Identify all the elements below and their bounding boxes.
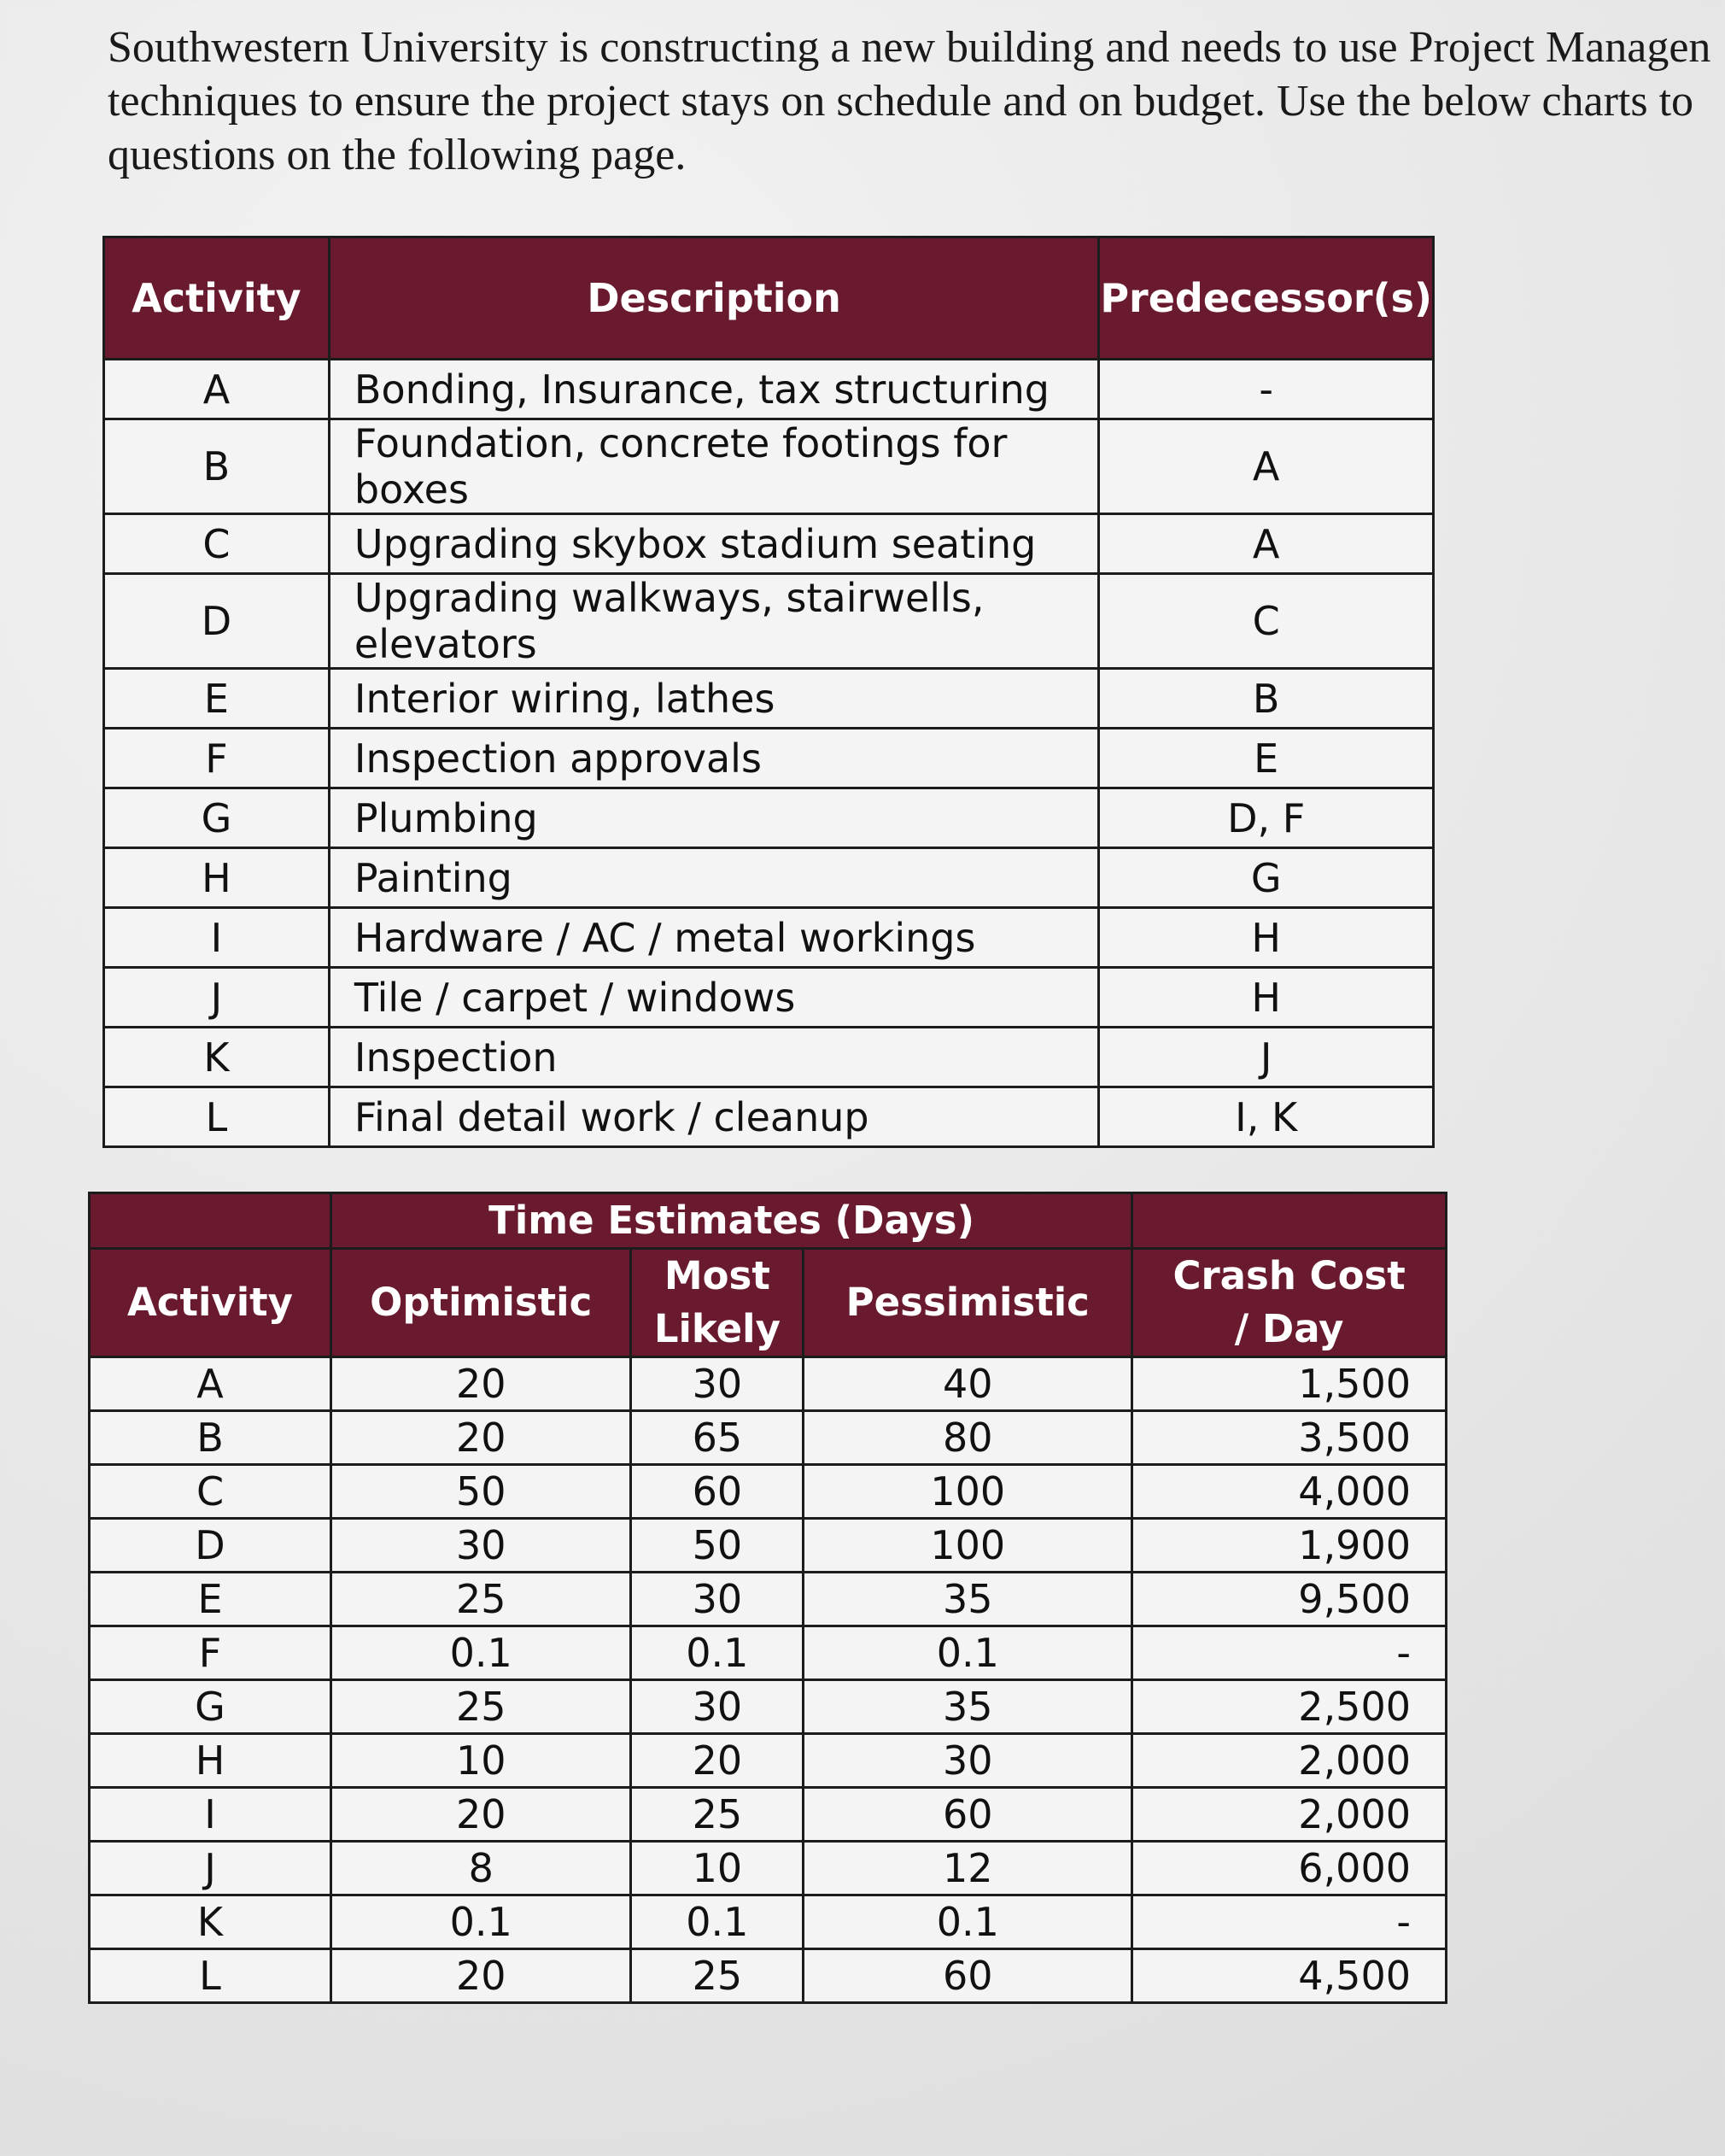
most-likely-cell: 50: [631, 1519, 804, 1573]
most-likely-cell: 65: [631, 1411, 804, 1465]
activity-cell: F: [90, 1626, 331, 1680]
activity-cell: F: [104, 729, 330, 788]
optimistic-cell: 20: [331, 1357, 631, 1411]
activity-cell: J: [104, 968, 330, 1028]
table-row: [90, 1411, 1447, 1465]
pessimistic-cell: 60: [804, 1788, 1132, 1842]
optimistic-cell: 30: [331, 1519, 631, 1573]
activity-cell: L: [90, 1949, 331, 2003]
predecessors-cell: B: [1099, 669, 1434, 729]
predecessors-cell: C: [1099, 574, 1434, 669]
pessimistic-cell: 60: [804, 1949, 1132, 2003]
description-cell: Upgrading walkways, stairwells, elevators: [329, 574, 1098, 669]
pessimistic-cell: 12: [804, 1842, 1132, 1895]
activity-cell: D: [90, 1519, 331, 1573]
table-row: [104, 514, 1434, 574]
description-cell: Upgrading skybox stadium seating: [329, 514, 1098, 574]
description-cell: Final detail work / cleanup: [329, 1087, 1098, 1147]
header-blank: [1132, 1193, 1447, 1249]
predecessors-cell: G: [1099, 848, 1434, 908]
table-row: [90, 1788, 1447, 1842]
table-row: [90, 1680, 1447, 1734]
activity-cell: G: [104, 788, 330, 848]
header-blank: [90, 1193, 331, 1249]
table-row: [90, 1895, 1447, 1949]
crash-cost-cell: 6,000: [1132, 1842, 1447, 1895]
table-row: [104, 848, 1434, 908]
time-estimates-table: [88, 1192, 1447, 2004]
most-likely-cell: 60: [631, 1465, 804, 1519]
activity-cell: B: [104, 419, 330, 514]
activity-predecessor-table: [102, 236, 1435, 1148]
activity-cell: A: [104, 360, 330, 419]
crash-cost-cell: 9,500: [1132, 1573, 1447, 1626]
activity-cell: D: [104, 574, 330, 669]
activity-cell: I: [104, 908, 330, 968]
table-row: [104, 908, 1434, 968]
header-most-likely-line2: Likely: [653, 1306, 781, 1351]
pessimistic-cell: 80: [804, 1411, 1132, 1465]
crash-cost-cell: 4,500: [1132, 1949, 1447, 2003]
activity-cell: E: [90, 1573, 331, 1626]
crash-cost-cell: 1,900: [1132, 1519, 1447, 1573]
description-cell: Bonding, Insurance, tax structuring: [329, 360, 1098, 419]
most-likely-cell: 0.1: [631, 1895, 804, 1949]
pessimistic-cell: 100: [804, 1465, 1132, 1519]
optimistic-cell: 0.1: [331, 1626, 631, 1680]
crash-cost-cell: 3,500: [1132, 1411, 1447, 1465]
table-row: [104, 788, 1434, 848]
activity-cell: J: [90, 1842, 331, 1895]
header-most-likely: [631, 1249, 804, 1357]
description-cell: Interior wiring, lathes: [329, 669, 1098, 729]
header-time-estimates: Time Estimates (Days): [331, 1193, 1132, 1249]
header-crash-cost-line2: / Day: [1234, 1306, 1344, 1351]
table-row: [104, 360, 1434, 419]
description-cell: Hardware / AC / metal workings: [329, 908, 1098, 968]
optimistic-cell: 0.1: [331, 1895, 631, 1949]
activity-cell: E: [104, 669, 330, 729]
predecessors-cell: I, K: [1099, 1087, 1434, 1147]
header-predecessors: Predecessor(s): [1099, 237, 1434, 360]
pessimistic-cell: 0.1: [804, 1895, 1132, 1949]
table-row: [90, 1357, 1447, 1411]
table-row: [90, 1842, 1447, 1895]
most-likely-cell: 30: [631, 1573, 804, 1626]
pessimistic-cell: 100: [804, 1519, 1132, 1573]
intro-line: questions on the following page.: [108, 131, 687, 179]
activity-cell: G: [90, 1680, 331, 1734]
pessimistic-cell: 35: [804, 1680, 1132, 1734]
pessimistic-cell: 0.1: [804, 1626, 1132, 1680]
table-row: [90, 1573, 1447, 1626]
activity-cell: H: [104, 848, 330, 908]
header-pessimistic: Pessimistic: [804, 1249, 1132, 1357]
optimistic-cell: 10: [331, 1734, 631, 1788]
optimistic-cell: 20: [331, 1949, 631, 2003]
optimistic-cell: 20: [331, 1788, 631, 1842]
intro-line: Southwestern University is constructing a new building and needs to use Project Managen: [108, 23, 1711, 72]
pessimistic-cell: 40: [804, 1357, 1132, 1411]
activity-cell: H: [90, 1734, 331, 1788]
most-likely-cell: 30: [631, 1357, 804, 1411]
predecessors-cell: J: [1099, 1028, 1434, 1087]
header-crash-cost: [1132, 1249, 1447, 1357]
most-likely-cell: 25: [631, 1949, 804, 2003]
table-row: [104, 968, 1434, 1028]
most-likely-cell: 10: [631, 1842, 804, 1895]
most-likely-cell: 20: [631, 1734, 804, 1788]
table-row: [104, 1087, 1434, 1147]
activity-cell: L: [104, 1087, 330, 1147]
predecessors-cell: H: [1099, 968, 1434, 1028]
activity-cell: B: [90, 1411, 331, 1465]
table-row: [104, 574, 1434, 669]
activity-cell: A: [90, 1357, 331, 1411]
crash-cost-cell: -: [1132, 1895, 1447, 1949]
optimistic-cell: 20: [331, 1411, 631, 1465]
table-row: [90, 1465, 1447, 1519]
intro-paragraph: [108, 21, 1725, 182]
activity-cell: K: [104, 1028, 330, 1087]
header-description: Description: [329, 237, 1098, 360]
description-cell: Tile / carpet / windows: [329, 968, 1098, 1028]
header-activity: Activity: [90, 1249, 331, 1357]
table-row: [90, 1626, 1447, 1680]
description-cell: Foundation, concrete footings for boxes: [329, 419, 1098, 514]
table-row: [90, 1519, 1447, 1573]
description-cell: Inspection approvals: [329, 729, 1098, 788]
predecessors-cell: E: [1099, 729, 1434, 788]
table-row: [104, 1028, 1434, 1087]
header-most-likely-line1: Most: [664, 1253, 770, 1298]
description-cell: Plumbing: [329, 788, 1098, 848]
activity-cell: K: [90, 1895, 331, 1949]
most-likely-cell: 30: [631, 1680, 804, 1734]
activity-cell: I: [90, 1788, 331, 1842]
crash-cost-cell: 2,500: [1132, 1680, 1447, 1734]
crash-cost-cell: 2,000: [1132, 1788, 1447, 1842]
header-crash-cost-line1: Crash Cost: [1172, 1253, 1406, 1298]
table-row: [90, 1734, 1447, 1788]
table-row: [90, 1949, 1447, 2003]
header-activity: Activity: [104, 237, 330, 360]
table-row: [104, 729, 1434, 788]
description-cell: Painting: [329, 848, 1098, 908]
crash-cost-cell: 4,000: [1132, 1465, 1447, 1519]
description-cell: Inspection: [329, 1028, 1098, 1087]
pessimistic-cell: 30: [804, 1734, 1132, 1788]
pessimistic-cell: 35: [804, 1573, 1132, 1626]
optimistic-cell: 50: [331, 1465, 631, 1519]
crash-cost-cell: -: [1132, 1626, 1447, 1680]
table-row: [104, 419, 1434, 514]
most-likely-cell: 0.1: [631, 1626, 804, 1680]
most-likely-cell: 25: [631, 1788, 804, 1842]
crash-cost-cell: 2,000: [1132, 1734, 1447, 1788]
header-optimistic: Optimistic: [331, 1249, 631, 1357]
table-row: [104, 669, 1434, 729]
activity-cell: C: [90, 1465, 331, 1519]
optimistic-cell: 8: [331, 1842, 631, 1895]
optimistic-cell: 25: [331, 1680, 631, 1734]
predecessors-cell: -: [1099, 360, 1434, 419]
predecessors-cell: H: [1099, 908, 1434, 968]
intro-line: techniques to ensure the project stays on schedule and on budget. Use the below charts to: [108, 77, 1694, 126]
predecessors-cell: A: [1099, 419, 1434, 514]
crash-cost-cell: 1,500: [1132, 1357, 1447, 1411]
optimistic-cell: 25: [331, 1573, 631, 1626]
activity-cell: C: [104, 514, 330, 574]
predecessors-cell: A: [1099, 514, 1434, 574]
predecessors-cell: D, F: [1099, 788, 1434, 848]
